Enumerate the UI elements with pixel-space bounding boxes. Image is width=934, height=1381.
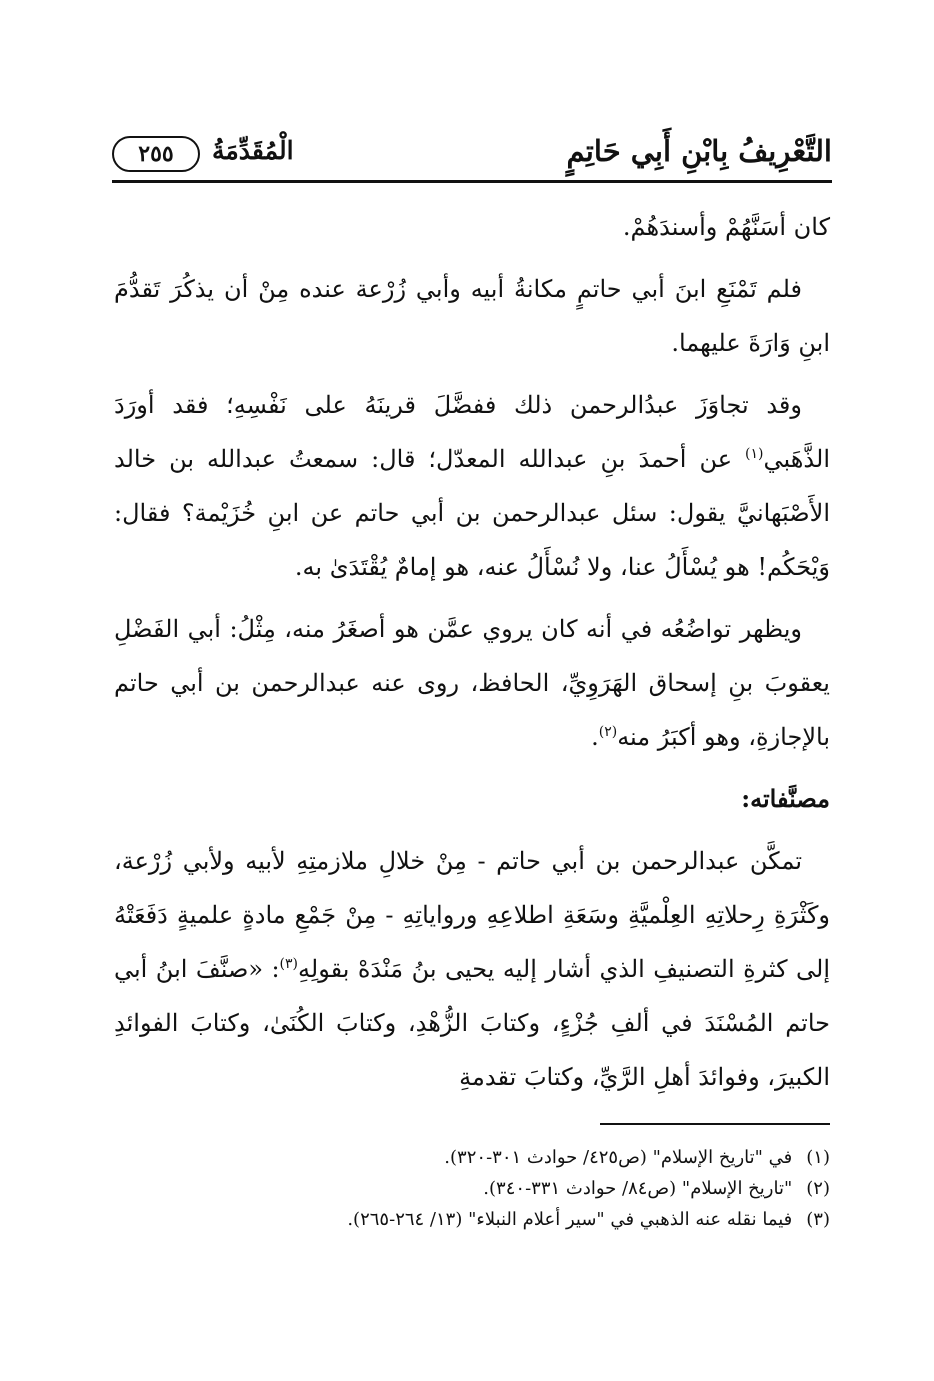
paragraph-5-text-a: تمكَّن عبدالرحمن بن أبي حاتم - مِنْ خلالِ ملازمتِهِ لأبيه ولأبي زُرْعة، وكَثْرَةِ رِحلاتِهِ العِلْميَّةِ وسَعَةِ اطلاعِهِ ورواياتِهِ - مِنْ جَمْعِ مادةٍ علميةٍ دَفَعَتْهُ إلى كثرةِ التصنيفِ الذي أشار إليه يحيى بنُ مَنْدَهْ بقولِهِ [114, 847, 830, 983]
footnote-ref-3[interactable]: (٣) [279, 956, 299, 972]
paragraph-3-text-b: عن أحمدَ بنِ عبدالله المعدّل؛ قال: سمعتُ عبدالله بن خالد الأَصْبَهانيَّ يقول: سئل عبدالرحمن بن أبي حاتم عن ابنِ خُزَيْمة؟ فقال: وَيْحَكُم! هو يُسْأَلُ عنا، ولا نُسْأَلُ عنه، هو إمامٌ يُقْتَدَىٰ به. [114, 445, 830, 581]
main-text [114, 200, 830, 1112]
paragraph-3-text-a: وقد تجاوَزَ عبدُالرحمن ذلك ففضَّلَ قرينَهُ على نَفْسِهِ؛ فقد أورَدَ الذَّهَبي [114, 391, 830, 473]
paragraph-5-text-b: : «صنَّفَ ابنُ أبي حاتم المُسْنَدَ في ألفِ جُزْءٍ، وكتابَ الزُّهْدِ، وكتابَ الكُنَىٰ، وكتابَ الفوائدِ الكبيرَ، وفوائدَ أهلِ الرَّيِّ، وكتابَ تقدمةِ [114, 955, 830, 1091]
footnote-text: فيما نقله عنه الذهبي في "سير أعلام النبلاء" (١٣/ ٢٦٤-٢٦٥). [347, 1209, 793, 1230]
footnote-number: (٢) [806, 1178, 830, 1199]
footnote-3 [114, 1204, 830, 1235]
footnote-separator [600, 1123, 830, 1125]
footnote-ref-1[interactable]: (١) [745, 446, 764, 462]
footnotes [114, 1142, 830, 1235]
paragraph-4-text-b: . [591, 723, 599, 751]
footnote-number: (٣) [806, 1209, 830, 1230]
footnote-ref-2[interactable]: (٢) [598, 724, 618, 740]
paragraph-4-text-a: ويظهر تواضُعُه في أنه كان يروي عمَّن هو أصغَرُ منه، مِثْلُ: أبي الفَضْلِ يعقوبَ بنِ إسحاق الهَرَوِيِّ، الحافظ، روى عنه عبدالرحمن بن أبي حاتم بالإجازةِ، وهو أكبَرُ منه [114, 615, 830, 751]
paragraph-2: فلم تَمْنَعِ ابنَ أبي حاتمٍ مكانةُ أبيه وأبي زُرْعة عنده مِنْ أن يذكُرَ تَقدُّمَ ابنِ وَارَةَ عليهما. [114, 275, 830, 357]
header-title: التَّعْرِيفُ بِابْنِ أَبِي حَاتِمٍ [566, 134, 832, 168]
footnote-2 [114, 1173, 830, 1204]
paragraph-4 [114, 602, 830, 764]
footnote-text: في "تاريخ الإسلام" (ص٤٢٥/ حوادث ٣٠١-٣٢٠). [444, 1147, 793, 1168]
paragraph-3 [114, 378, 830, 594]
footnote-text: "تاريخ الإسلام" (ص٨٤/ حوادث ٣٣١-٣٤٠). [483, 1178, 793, 1199]
paragraph-5 [114, 834, 830, 1104]
section-heading: مصنَّفاته: [741, 784, 830, 813]
header-section-name: الْمُقَدِّمَةُ [212, 136, 294, 165]
page-number: ٢٥٥ [112, 136, 200, 172]
footnote-1 [114, 1142, 830, 1173]
running-header [112, 130, 832, 178]
paragraph-1: كان أسَنَّهُمْ وأسندَهُمْ. [622, 213, 830, 241]
footnote-number: (١) [806, 1147, 830, 1168]
header-rule [112, 180, 832, 183]
